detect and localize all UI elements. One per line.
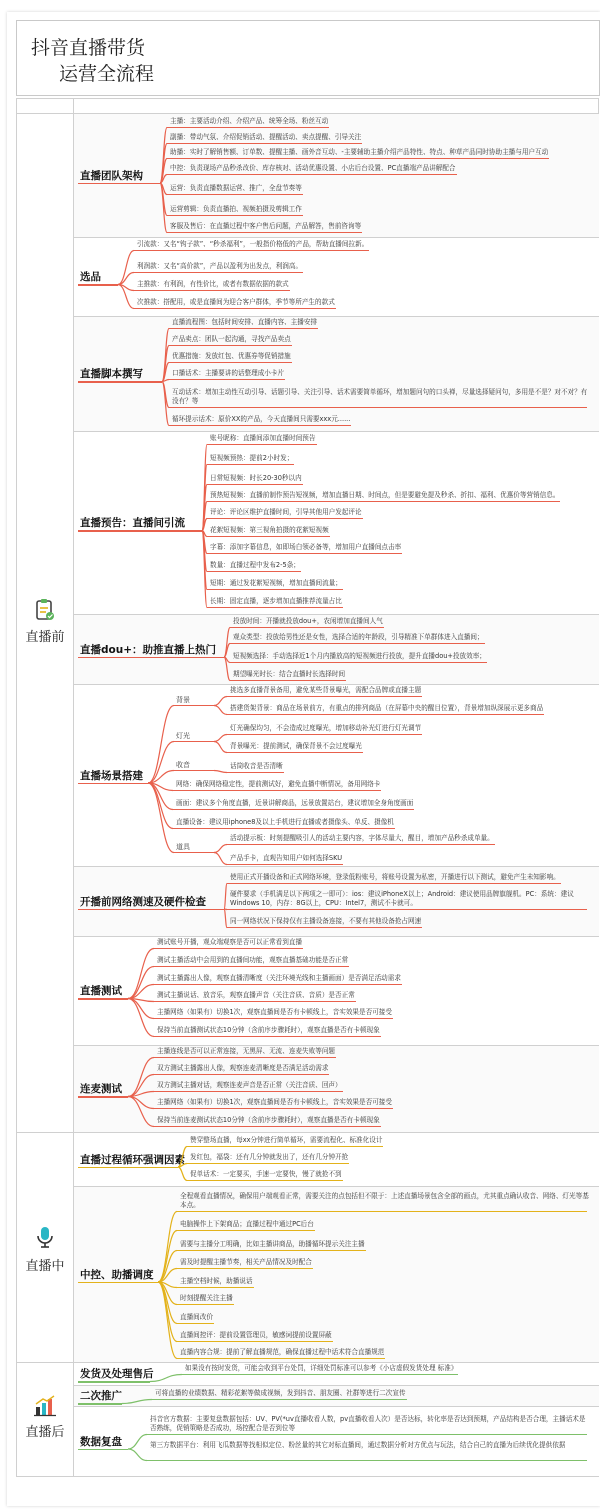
phase-name: 直播后 [25,1425,65,1440]
leaf-underline [167,174,457,175]
scene-group-underline [174,741,214,742]
leaf-underline [182,1374,458,1375]
leaf-item: 时刻提醒关注主播 [180,1294,233,1302]
topic-wheat: 连麦测试 [80,1083,122,1095]
leaf-item: 中控：负责现场产品秒杀改价、库存核对、活动优惠设置、小店后台设置、PC直播端产品讲解配合 [170,164,456,172]
leaf-item: 次推款：搭配用，或是直播间为迎合客户群体，季节等所产生的款式 [137,298,335,306]
leaf-item: 使用正式开播设备和正式网络环境，登录低粉账号，将账号设置为私密，开播进行以下测试，避免产生未知影响。 [230,873,560,881]
leaf-underline [227,714,544,715]
scene-group-label: 背景 [176,696,190,704]
phase-after [17,1395,73,1440]
leaf-item: 直播设备：建议用iphone8及以上手机进行直播或者摄像头、单反、摄像机 [176,818,394,826]
leaf-underline [177,1287,254,1288]
leaf-underline [154,1057,336,1058]
leaf-item: 客服及售后：在直播过程中客户售后问题，产品解答，售前咨询等 [170,222,362,230]
scene-group-label: 道具 [176,843,190,851]
leaf-item: 测试主播露出人像，观察直播清晰度（关注环境光线和主播画面）是否满足活动需求 [157,974,401,982]
leaf-underline [167,232,362,233]
leaf-underline [154,948,303,949]
leaf-underline [177,1341,333,1342]
leaf-underline [227,772,284,773]
phase-name: 直播前 [25,630,65,645]
leaf-underline [207,553,402,554]
leaf-underline [154,1074,329,1075]
leaf-underline [167,127,329,128]
leaf-underline [169,407,587,408]
leaf-item: 需及时提醒主播节奏，相关产品情况及时配合 [180,1258,312,1266]
leaf-underline [227,752,363,753]
leaf-underline [134,272,303,273]
leaf-underline [173,828,395,829]
leaf-item: 主播连线是否可以正常连接，无黑屏、无流、连麦失败等问题 [157,1047,336,1055]
scene-group-underline [174,705,214,706]
leaf-underline [227,883,561,884]
leaf-item: 电脑操作上下架商品；直播过程中通过PC后台 [180,1220,314,1228]
leaf-underline [169,425,351,426]
section-script [74,317,599,431]
leaf-item: 利润款：又名“高价款”，产品以盈利为出发点，利润高。 [137,262,303,270]
leaf-underline [134,250,369,251]
leaf-underline [227,909,587,910]
leaf-underline [207,571,301,572]
leaf-item: 网络：确保网络稳定性，提前测试好，避免直播中断情况，备用网络卡 [176,780,381,788]
title-line-2: 运营全流程 [59,63,155,85]
leaf-item: 循环提示话术：原价XX的产品，今天直播间只需要xxx元...... [172,415,351,423]
topic-test: 直播测试 [80,985,122,997]
leaf-item: 可将直播的业绩数据、精彩花絮等做成视频，发到抖音、朋友圈、社群等进行二次宣传 [155,1389,406,1397]
scene-group-underline [174,770,214,771]
leaf-underline [169,379,285,380]
leaf-underline [167,158,549,159]
leaf-item: 口播话术：主播要讲的话整理成小卡片 [172,369,285,377]
leaf-underline [154,1001,356,1002]
topic-underline [78,909,224,911]
scene-group-underline [174,852,214,853]
leaf-underline [207,464,294,465]
leaf-item: 主播网络（如果有）切换1次，观察直播间是否有卡顿线上，音实效果是否可接受 [157,1008,392,1016]
topic-underline [78,998,128,1000]
topic-network: 开播前网络测速及硬件检查 [80,895,206,908]
leaf-item: 互动话术：增加主动性互动引导、话题引导、关注引导、话术需要简单循环，增加题问句的口头禅，尽量选择疑问句，多用是不是？对不对？有没有？等 [172,388,588,405]
topic-underline [78,284,118,286]
leaf-underline [230,643,485,644]
topic-underline [78,783,148,785]
topic-selection: 选品 [80,271,101,283]
leaf-underline [152,1399,407,1400]
leaf-item: 引流款：又名“钩子款”、“秒杀福利”，一般指价格低的产品，帮助直播间拉新。 [137,240,369,248]
leaf-item: 运营：负责直播数据运营、推广，全盘节奏等 [170,184,302,192]
leaf-item: 画面：建议多个角度直播，近景讲解商品，远景放置站台，建议增加全身角度画面 [176,799,414,807]
title-box [16,20,600,96]
leaf-underline [207,589,343,590]
leaf-item: 长期：固定直播，逐步增加直播推荐流量占比 [210,597,342,605]
microphone-icon [34,1225,56,1251]
leaf-underline [227,844,495,845]
leaf-item: 硬件要求（手机满足以下两项之一即可）：ios：建议iPhoneX以上；Android：建议使用品牌旗舰机。PC：系统：建议Windows 10，内存：8G以上，CPU：Intel7，测试不卡就可。 [230,890,574,907]
leaf-item: 优惠措施：发放红包、优惠券等促销措施 [172,352,291,360]
leaf-item: 灯光确保均匀，不会造成过度曝光，增加移动补光灯进行灯光调节 [230,724,422,732]
leaf-item: 产品卖点：团队一起沟通，寻找产品卖点 [172,335,291,343]
leaf-item: 主播：主要活动介绍、介绍产品、统筹全场、粉丝互动 [170,117,329,125]
topic-underline [78,657,224,659]
leaf-item: 促单话术：一定要买，手速一定要快，慢了就抢不到 [190,1170,342,1178]
leaf-underline [207,501,560,502]
leaf-underline [177,1211,587,1212]
leaf-underline [154,1091,343,1092]
leaf-item: 挑选多直播背景备用，避免某些背景曝光，需配合品牌或直播主题 [230,686,422,694]
leaf-item: 测试账号开播，观众端观察是否可以正常看到直播 [157,938,303,946]
leaf-item: 预热短视频：直播前制作预告短视频，增加直播日期、时间点，但是要避免提及秒杀、折扣、福利、优惠价等营销信息。 [210,491,560,499]
leaf-underline [207,484,303,485]
leaf-underline [207,444,317,445]
leaf-item: 话筒收音是否清晰 [230,762,283,770]
leaf-item: 背景曝光：提前测试，确保背景不会过度曝光 [230,742,362,750]
leaf-underline [177,1304,234,1305]
leaf-underline [154,1018,393,1019]
leaf-underline [207,518,363,519]
leaf-item: 短视频选择：手动选择近1个月内播放高的短视频进行投放，提升直播dou+投放效率； [233,652,486,660]
leaf-item: 主播空档时候，助播说话 [180,1277,253,1285]
leaf-item: 评论：评论区维护直播时间，引导其他用户发起评论 [210,508,362,516]
leaf-underline [207,607,343,608]
leaf-underline [230,627,384,628]
leaf-item: 副播：带动气氛、介绍促销活动、提醒活动、卖点提醒、引导关注 [170,133,362,141]
leaf-item: 花絮短视频：第三视角拍摄的花絮短视频 [210,526,329,534]
topic-underline [78,1096,128,1098]
leaf-underline [167,215,303,216]
leaf-underline [187,1163,349,1164]
leaf-underline [207,536,330,537]
topic-script: 直播脚本撰写 [80,368,143,380]
topic-rhythm: 直播过程循环强调因素 [80,1153,185,1166]
topic-underline [78,381,162,383]
phase-before [17,598,73,645]
topic-underline [78,530,202,532]
leaf-underline [134,308,336,309]
leaf-item: 直播内容合规：提前了解直播规范，确保直播过程中话术符合直播规范 [180,1348,385,1356]
leaf-item: 数量：直播过程中发布2-5条； [210,561,300,569]
scene-group-label: 收音 [176,761,190,769]
leaf-underline [177,1358,385,1359]
phase-name: 直播中 [25,1259,65,1274]
phase-during [17,1225,73,1274]
leaf-underline [154,984,402,985]
title-line-1: 抖音直播带货 [31,37,146,59]
leaf-item: 短期：通过发花絮短视频，增加直播间流量； [210,579,342,587]
topic-promo: 二次推广 [80,1390,122,1402]
leaf-underline [187,1146,383,1147]
leaf-underline [169,345,292,346]
leaf-underline [173,809,414,810]
leaf-item: 需要与主播分工明确，比如主播讲商品，助播循环提示关注主播 [180,1240,365,1248]
checklist-icon [34,598,56,622]
leaf-underline [187,1180,343,1181]
leaf-item: 观众类型：投放给男性还是女性，选择合适的年龄段，引导精准下单群体进入直播间； [233,633,484,641]
leaf-item: 助播：实时了解销售额、订单数、提醒主播、画外音互动、-主要辅助主播介绍产品特性、特点、种草产品同时协助主播与用户互动 [170,148,549,156]
leaf-item: 赞穿整场直播，每xx分钟进行简单循环，需要流程化、标准化设计 [190,1136,383,1144]
leaf-item: 字幕：添加字幕信息，如即场白领必备等，增加用户直播间点击率 [210,543,402,551]
leaf-underline [154,1108,393,1109]
leaf-item: 直播间控评：提前设置管理员，敏感词提前设置屏蔽 [180,1331,332,1339]
leaf-underline [177,1250,366,1251]
leaf-underline [227,696,422,697]
topic-underline [78,1381,150,1383]
topic-underline [78,1403,122,1405]
topic-underline [78,1282,158,1284]
leaf-underline [169,362,292,363]
topic-preheat: 直播预告：直播间引流 [80,517,185,529]
leaf-item: 直播流程图：包括时间安排、直播内容、主播安排 [172,318,318,326]
leaf-item: 日常短视频：时长20-30秒以内 [210,474,302,482]
leaf-underline [227,864,343,865]
section-divider [74,1476,599,1477]
leaf-item: 直播间改价 [180,1313,213,1321]
topic-review: 数据复盘 [80,1435,122,1448]
leaf-underline [173,790,381,791]
leaf-item: 账号昵称：直播间添加直播时间预告 [210,434,316,442]
topic-scene: 直播场景搭建 [80,769,143,782]
topic-after: 发货及处理售后 [80,1368,154,1380]
leaf-underline [230,662,487,663]
leaf-underline [177,1268,313,1269]
leaf-item: 全程观看直播情况，确保用户端观看正常，需要关注的点包括但不限于：上述直播场景包含全部的画点，尤其重点确认收音、网络、灯光等基本点。 [180,1192,589,1209]
leaf-item: 期望曝光时长：结合直播时长选择时间 [233,670,346,678]
leaf-item: 主播网络（如果有）切换1次，观察直播间是否有卡顿线上，音实效果是否可接受 [157,1098,392,1106]
leaf-underline [177,1230,315,1231]
leaf-item: 搭建货架背景：商品在场景前方，有重点的排列商品（在屏幕中央的醒目位置），背景增加纵深展示更多商品 [230,704,544,712]
leaf-item: 保持当前连麦测试状态10分钟（含前序步骤耗时），观察直播是否有卡顿现象 [157,1116,380,1124]
leaf-underline [154,1126,381,1127]
leaf-item: 测试主播说话、放音乐，观察直播声音（关注音质、音质）是否正常 [157,991,355,999]
leaf-underline [147,1434,587,1435]
leaf-underline [154,1036,381,1037]
leaf-item: 双方测试主播对话，观察连麦声音是否正常（关注音质、回声） [157,1081,342,1089]
leaf-item: 同一网络状况下保持仅有主播设备连接，不要有其他设备抢占网速 [230,917,422,925]
leaf-item: 活动提示板：时刻提醒吸引人的活动主要内容，字体尽量大，醒目，增加产品秒杀成单量。 [230,834,494,842]
leaf-item: 保持当前直播测试状态10分钟（含前序步骤耗时），观察直播是否有卡顿现象 [157,1026,380,1034]
topic-underline [78,183,160,185]
leaf-item: 短视频预热：提前2小时发； [210,454,294,462]
topic-underline [78,1449,128,1451]
leaf-item: 抖音官方数据：主要复盘数据包括：UV、PV(*uv直播收看人数，pv直播收看人次）是否达标，转化率是否达到预期，产品结构是否合理，主播话术是否熟练，促销策略是否成功，场控配合是否到位等 [150,1415,586,1432]
bar-chart-icon [33,1395,57,1417]
leaf-underline [154,966,349,967]
scene-group-label: 灯光 [176,732,190,740]
leaf-underline [147,1460,587,1461]
header-row-line [16,98,599,99]
leaf-item: 测试主播活动中会用到的直播间功能，观察直播基础功能是否正常 [157,956,349,964]
leaf-item: 第三方数据平台：利用飞瓜数据等找相似定位、粉丝量的其它对标直播间，通过数据分析对方优点与玩法，结合自己的直播为后续优化提供依据 [150,1441,566,1449]
leaf-item: 双方测试主播露出人像，观察连麦清晰度是否满足活动需求 [157,1064,329,1072]
leaf-item: 发红包，福袋：还有几分钟就发出了，还有几分钟开抢 [190,1153,349,1161]
leaf-underline [230,680,346,681]
leaf-item: 如果没有按时发货，可能会收到平台处罚，详细处罚标准可以参考《小店虚假发货处理 标准》 [185,1364,458,1372]
leaf-underline [167,143,362,144]
topic-underline [78,1167,178,1169]
topic-team: 直播团队架构 [80,169,143,182]
leaf-underline [227,734,422,735]
leaf-underline [227,927,422,928]
leaf-underline [134,290,290,291]
leaf-item: 运营剪辑：负责直播拍、视频拍摄及剪辑工作 [170,205,302,213]
leaf-item: 主推款：有利润，有性价比，或者有数据依据的款式 [137,280,289,288]
leaf-underline [169,328,318,329]
topic-dou: 直播dou+：助推直播上热门 [80,643,217,656]
leaf-underline [167,194,303,195]
leaf-item: 产品手卡，直观告知用户如何选择SKU [230,854,343,862]
leaf-underline [177,1323,214,1324]
leaf-item: 投放时间：开播就投放dou+，农闲增加直播间人气 [233,617,383,625]
topic-control: 中控、助播调度 [80,1268,154,1281]
